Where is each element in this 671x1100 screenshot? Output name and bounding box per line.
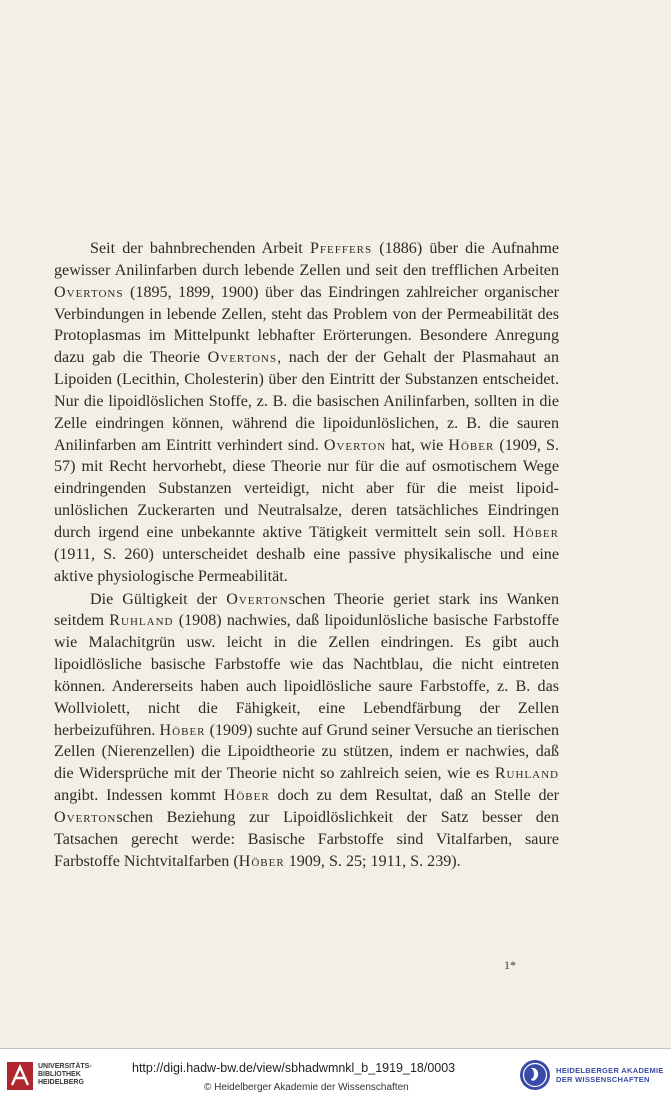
author-name: Overton xyxy=(226,590,289,608)
author-name: Höber xyxy=(223,787,270,805)
viewer-footer xyxy=(0,1048,671,1100)
signature-mark: 1* xyxy=(504,958,516,972)
author-name: Overton xyxy=(54,808,117,826)
author-name: Höber xyxy=(238,852,285,870)
paragraph: Die Gültigkeit der Overtonschen Theorie geriet stark ins Wanken seitdem Ruhland (1908) nachwies, daß lipoidunlösliche basische Farbstoffe wie Malachitgrün usw. leicht in die Zellen eindringen. Es gibt auch lipoidlösliche basische Farbstoffe wie das Nachtblau, die nicht eintreten können. Andererseits haben auch lipoidlösliche saure Farbstoffe, z. B. das Wollviolett, nicht die Fähigkeit, eine Lebendfärbung der Zellen herbeizuführen. Höber (1909) suchte auf Grund seiner Versuche an tierischen Zellen (Nierenzellen) die Lipoidtheorie zu stützen, indem er nachwies, daß die Widersprüche mit der Theorie nicht so zahlreich seien, wie es Ruhland angibt. Indessen kommt Höber doch zu dem Resultat, daß an Stelle der Overtonschen Beziehung zur Lipoidlöslichkeit der Satz besser den Tatsachen gerecht werde: Basische Farbstoffe sind Vitalfarben, saure Farbstoffe Nichtvitalfarben (Höber 1909, S. 25; 1911, S. 239). xyxy=(54,590,560,870)
author-name: Höber xyxy=(448,436,495,454)
paragraph: Seit der bahnbrechenden Arbeit Pfeffers (1886) über die Aufnahme gewisser Anilinfarben durch lebende Zellen und seit den trefflichen Arbeiten Overtons (1895, 1899, 1900) über das Eindringen zahlreicher organischer Verbindungen in lebende Zellen, steht das Problem von der Permeabilität des Protoplasmas im Mittelpunkt lebhafter Erörterungen. Besondere Anregung dazu gab die Theorie Overtons, nach der der Gehalt der Plasmahaut an Lipoiden (Lecithin, Cholesterin) über den Eintritt der Substanzen entscheidet. Nur die lipoidlöslichen Stoffe, z. B. die basischen Anilinfarben, sollten in die Zelle eindringen können, während die lipoidunlöslichen, z. B. die sauren Anilinfarben am Eintritt verhindert sind. Overton hat, wie Höber (1909, S. 57) mit Recht hervorhebt, diese Theorie nur für die auf osmotischem Wege eindringenden Substanzen verteidigt, nicht aber für die meist lipoid-unlöslichen Zuckerarten und Neutralsalze, deren tatsächliches Eindringen durch irgend eine unbekannte aktive Tätigkeit vermittelt sein soll. Höber (1911, S. 260) unterscheidet deshalb eine passive physikalische und eine aktive physiologische Permeabilität. xyxy=(54,240,560,585)
author-name: Overton xyxy=(323,436,387,454)
university-library-logo-icon[interactable] xyxy=(6,1061,34,1091)
library-name[interactable] xyxy=(38,1063,92,1087)
academy-name-line: HEIDELBERGER AKADEMIE xyxy=(556,1066,664,1075)
author-name: Overtons xyxy=(54,283,124,301)
author-name: Höber xyxy=(159,721,206,739)
copyright-notice: © Heidelberger Akademie der Wissenschaften xyxy=(204,1082,409,1093)
author-name: Overtons xyxy=(207,349,278,367)
author-name: Höber xyxy=(513,523,559,541)
library-name-line: BIBLIOTHEK xyxy=(38,1071,81,1078)
academy-seal-icon[interactable] xyxy=(519,1059,551,1091)
author-name: Ruhland xyxy=(109,612,174,630)
author-name: Pfeffers xyxy=(309,240,373,257)
library-name-line: UNIVERSITÄTS- xyxy=(38,1063,92,1070)
author-name: Ruhland xyxy=(494,765,559,783)
library-name-line: HEIDELBERG xyxy=(38,1079,84,1086)
permalink-url[interactable]: http://digi.hadw-bw.de/view/sbhadwmnkl_b_1919_18/0003 xyxy=(132,1061,456,1075)
body-text xyxy=(54,238,559,872)
academy-name-line: DER WISSENSCHAFTEN xyxy=(556,1075,650,1084)
academy-name[interactable] xyxy=(556,1066,664,1084)
